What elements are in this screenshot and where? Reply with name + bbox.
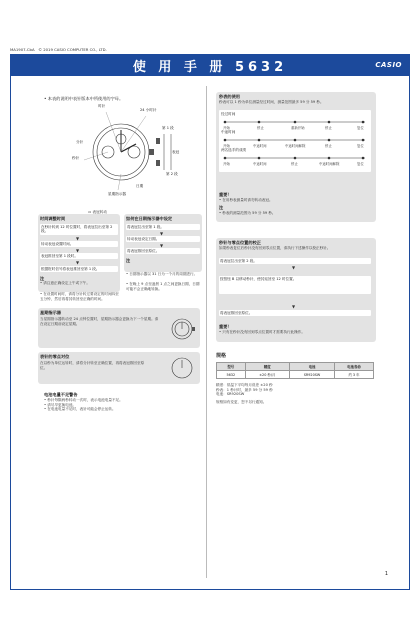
timeline-label: 中途时间解除 (285, 144, 306, 148)
day-indicator-panel (38, 308, 200, 348)
date-note-2: • 在晚上 9 点至凌晨 1 点之间更换日期，日期可能不会正确地转换。 (126, 282, 200, 291)
battery-note-3: • 在电池电量不足时，表针可能会停止运转。 (44, 407, 116, 412)
timeline-label: 停止 (325, 144, 332, 148)
stopwatch-panel (216, 92, 376, 222)
down-arrow-icon: ▼ (292, 304, 296, 309)
label-c: 表冠 (172, 150, 180, 154)
time-setting-panel (38, 214, 120, 292)
timeline-label: 开始 (223, 144, 230, 148)
timeline-label: 开始 (223, 162, 230, 166)
down-arrow-icon: ▼ (76, 248, 80, 253)
table-cell: 5632 (217, 371, 246, 379)
time-step-final: 根据报时信号将表冠推回至第 1 段。 (40, 266, 118, 272)
spec-line: 秒表：1 秒计时，最多 59 分 59 秒 (216, 387, 273, 392)
table-cell: ±20 秒/月 (245, 371, 289, 379)
alignment-panel (216, 238, 376, 342)
label-g: 日期 (136, 184, 144, 188)
timeline-label: 中途时间 (253, 144, 267, 148)
doc-code: MA1907-CbA © 2019 CASIO COMPUTER CO., LTD. (10, 47, 107, 52)
date-note-1: • 日期指示器以 31 日为一个月的周期进行。 (126, 272, 198, 276)
watch-small-icon (170, 314, 196, 344)
down-arrow-icon: ▼ (76, 260, 80, 265)
date-setting-panel (124, 214, 202, 272)
title-banner (10, 54, 410, 76)
table-header: 精度 (245, 363, 289, 371)
down-arrow-icon: ▼ (76, 236, 80, 241)
page-number: 1 (384, 571, 388, 577)
align-step-3: 将表冠推回至原位。 (219, 310, 371, 316)
timeline-title-3: 两名选手的成绩 (221, 148, 247, 152)
stopwatch-note-title: 注 (219, 205, 224, 210)
table-cell: 约 3 年 (335, 371, 374, 379)
stopwatch-timelines (219, 110, 371, 172)
hands-zero-panel (38, 352, 200, 384)
stopwatch-important-text: • 在用秒表测量时请勿转动表冠。 (219, 198, 273, 202)
label-e: 分针 (76, 140, 84, 144)
date-step-3: 将表冠推回至原位。 (126, 248, 200, 254)
label-a: 时针 (98, 104, 106, 108)
alignment-title: 秒针与零点位置的校正 (219, 240, 261, 245)
table-row (217, 371, 374, 379)
battery-title: 电池电量不足警告 (44, 392, 78, 397)
day-indicator-text: 当星期指示器转动至 24 点钟位置时，星期指示器会更换为下一个星期。请在设定日期前设定星期。 (40, 317, 159, 326)
timeline-label: 重新开始 (291, 126, 305, 130)
timeline-label: 停止 (257, 126, 264, 130)
time-note-2: • 在设置时间时，请将分针转过要设定的时间四至五分钟，然后再将其转回至正确的时间。 (40, 292, 119, 301)
battery-note-1: • 秒针每隔两秒转动一次时，表示电池电量不足。 (44, 398, 123, 402)
time-note-1: • 请注意正确设定上午或下午。 (40, 281, 90, 285)
crown-label-2: 第 2 段 (166, 172, 178, 176)
crown-legend: ▭ 表冠转动 (88, 210, 107, 214)
align-step-1: 将表冠拉出至第 2 段。 (219, 258, 371, 264)
date-setting-title: 如何在日期指示器中设定 (126, 216, 173, 221)
timeline-label: 停止 (325, 126, 332, 130)
watch-small-icon (170, 355, 196, 381)
hands-zero-text: 在以秒为单位运转时，请将分针转至正确位置，再将表冠推回至原位。 (40, 361, 145, 370)
timeline-label: 复位 (357, 126, 364, 130)
stopwatch-title: 秒表的使用 (219, 94, 240, 99)
specs-section (216, 352, 376, 404)
down-arrow-icon: ▼ (292, 265, 296, 270)
alignment-important-text: • 只有在秒针没有回到零点位置时才需要执行此操作。 (219, 330, 305, 334)
time-step-2: 转动表冠设置时间。 (40, 241, 118, 247)
time-setting-title: 时间调整时间 (40, 216, 66, 221)
spec-line: 电池：SR920SW (216, 392, 245, 397)
down-arrow-icon: ▼ (160, 231, 164, 236)
timeline-title-1: 经过时间 (221, 112, 236, 116)
date-step-2: 转动表冠设定日期。 (126, 236, 200, 242)
watch-diagram (72, 104, 196, 208)
down-arrow-icon: ▼ (160, 243, 164, 248)
label-f: 星期指示器 (108, 192, 126, 196)
specs-title: 规格 (216, 353, 227, 359)
timeline-label: 开始 (223, 126, 230, 130)
hands-zero-title: 表针的零点对位 (40, 354, 70, 359)
brand-logo: CASIO (375, 61, 402, 69)
battery-section (44, 392, 204, 412)
date-note-title: 注 (126, 258, 131, 263)
specs-table (216, 362, 374, 379)
alignment-important-title: 重要！ (219, 324, 232, 329)
time-step-1: 在秒针转到 12 时位置时，将表冠拉出至第 2 段。 (40, 224, 118, 235)
timeline-label: 中途时间 (253, 162, 267, 166)
alignment-intro: 如果秒表复位后秒针没有回到零点位置，请执行下述操作以校正秒针。 (219, 246, 331, 250)
crown-label-1: 第 1 段 (162, 126, 174, 130)
time-note-title: 注 (40, 276, 45, 281)
page-title: 使 用 手 册 5632 (132, 60, 288, 75)
timeline-title-2: 中途时间 (221, 130, 236, 134)
table-header: 电池 (289, 363, 334, 371)
timeline-label: 复位 (357, 144, 364, 148)
day-indicator-title: 星期指示器 (40, 310, 61, 315)
spec-line: 精度：常温下平均每月误差 ±20 秒 (216, 383, 273, 387)
timeline-label: 复位 (357, 162, 364, 166)
stopwatch-important-title: 重要！ (219, 192, 232, 197)
align-step-2: 按按钮 B 以移动秒针，使其返回至 12 时位置。 (219, 276, 371, 294)
date-step-1: 将表冠拉出至第 1 段。 (126, 224, 200, 230)
table-cell: SR920SW (289, 371, 334, 379)
specs-footer: 规格如有变更，恕不另行通知。 (216, 399, 267, 404)
watch-face-icon (76, 104, 196, 208)
battery-note-2: • 请尽早更换电池。 (44, 402, 77, 407)
table-header: 型号 (217, 363, 246, 371)
time-step-3: 表冠推回至第 1 段时。 (40, 253, 118, 259)
timeline-label: 中途时间解除 (319, 162, 340, 166)
column-divider (206, 86, 207, 578)
stopwatch-note-text: • 秒表的测量范围为 59 分 59 秒。 (219, 211, 276, 215)
table-header: 电池寿命 (335, 363, 374, 371)
stopwatch-intro: 秒表可以 1 秒为单位测量经过时间，测量范围最多 59 分 59 秒。 (219, 100, 324, 104)
label-b: 24 小时针 (140, 108, 157, 112)
table-header-row (217, 363, 374, 371)
intro-text: • 本表的说明中表针版本中所使用的字母。 (44, 96, 124, 101)
timeline-label: 停止 (291, 162, 298, 166)
label-d: 秒针 (72, 156, 80, 160)
